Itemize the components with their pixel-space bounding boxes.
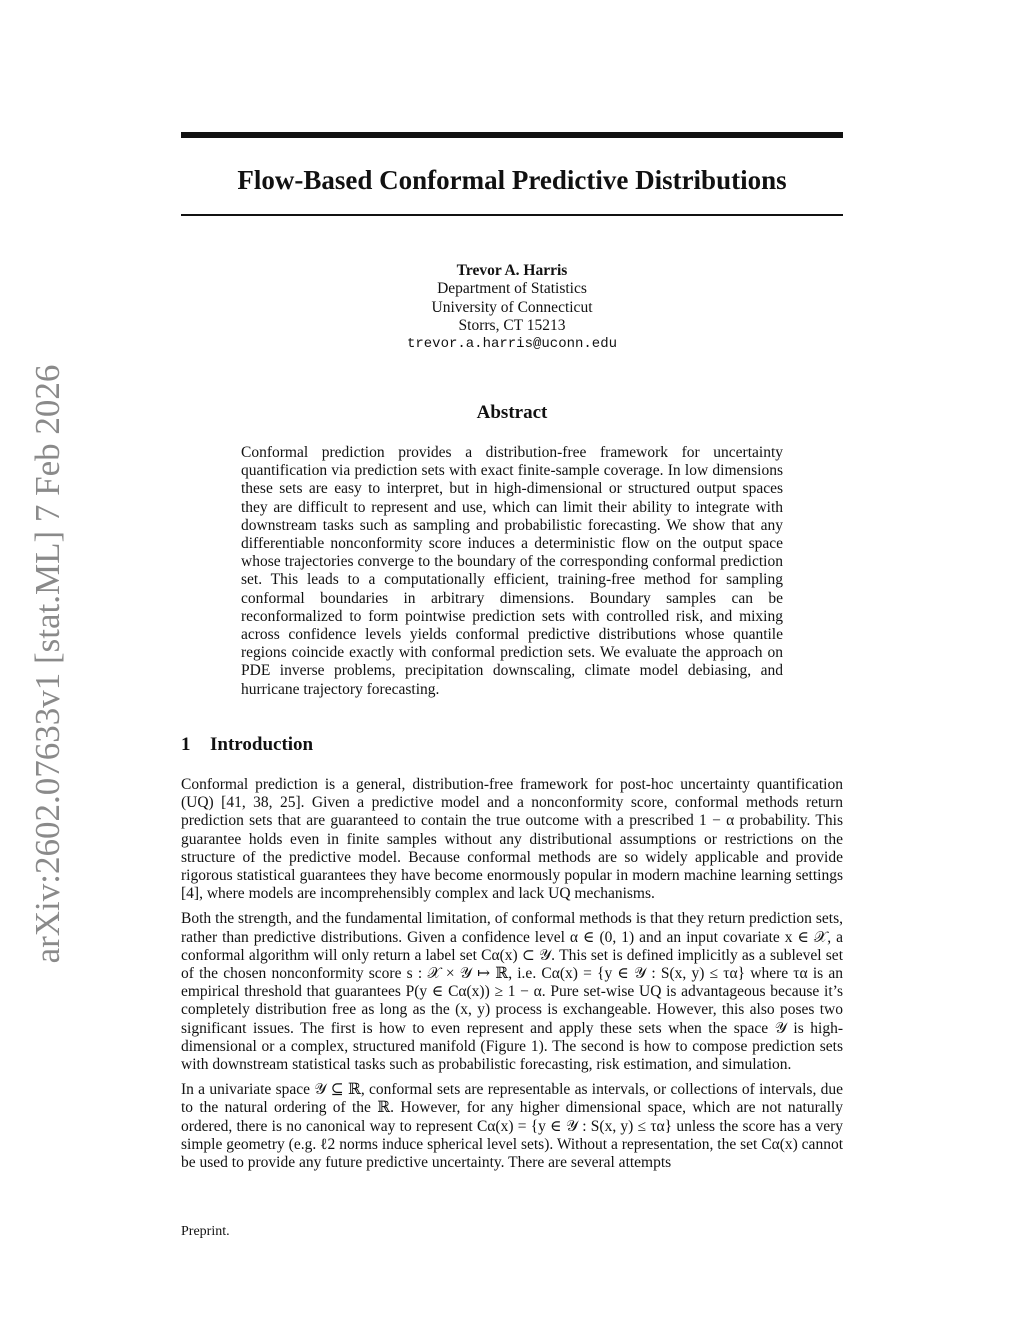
title-rule-bottom — [181, 214, 843, 216]
author-location: Storrs, CT 15213 — [458, 316, 566, 334]
section-body — [181, 776, 843, 1179]
section-number: 1 — [181, 734, 191, 755]
paper-title: Flow-Based Conformal Predictive Distributions — [237, 165, 787, 195]
author-name: Trevor A. Harris — [456, 262, 568, 279]
paragraph: Conformal prediction is a general, distribution-free framework for post-hoc uncertainty quantification (UQ) [41, 38, 25]. Given a predictive model and a nonconformity score, conformal methods return prediction sets that are guaranteed to contain the true outcome with a prescribed 1 − α probability. This guarantee holds even in finite samples without any distributional assumptions or restrictions on the structure of the predictive model. Because conformal methods are so widely applicable and provide rigorous statistical guarantees they have become enormously popular in modern machine learning settings [4], where models are incomprehensibly complex and lack UQ mechanisms. — [181, 776, 843, 903]
footer-note: Preprint. — [181, 1224, 230, 1239]
title-rule-top — [181, 132, 843, 138]
abstract-heading: Abstract — [476, 402, 548, 423]
author-block — [181, 262, 843, 353]
author-university: University of Connecticut — [431, 298, 593, 316]
paragraph: In a univariate space 𝒴 ⊆ ℝ, conformal sets are representable as intervals, or collections of intervals, due to the natural ordering of the ℝ. However, for any higher dimensional space, which are not naturally ordered, there is no canonical way to represent Cα(x) = {y ∈ 𝒴 : S(x, y) ≤ τα} unless the score has a very simple geometry (e.g. ℓ2 norms induce spherical level sets). Without a representation, the set Cα(x) cannot be used to provide any future predictive uncertainty. There are several attempts — [181, 1081, 843, 1172]
section-title: Introduction — [210, 734, 314, 755]
abstract-text: Conformal prediction provides a distribution-free framework for uncertainty quantification via prediction sets with exact finite-sample coverage. In low dimensions these sets are easy to interpret, but in high-dimensional or structured output spaces they are difficult to represent and use, which can limit their ability to integrate with downstream tasks such as sampling and probabilistic forecasting. We show that any differentiable nonconformity score induces a deterministic flow on the output space whose trajectories converge to the boundary of the corresponding conformal prediction set. This leads to a computationally efficient, training-free method for sampling conformal boundaries in arbitrary dimensions. Boundary samples can be reconformalized to form pointwise prediction sets with controlled risk, and mixing across confidence levels yields conformal predictive distributions whose quantile regions coincide exactly with conformal prediction sets. We evaluate the approach on PDE inverse problems, precipitation downscaling, climate model debiasing, and hurricane trajectory forecasting. — [241, 444, 783, 698]
section-heading — [181, 734, 313, 756]
paragraph: Both the strength, and the fundamental limitation, of conformal methods is that they return prediction sets, rather than predictive distributions. Given a confidence level α ∈ (0, 1) and an input covariate x ∈ 𝒳, a conformal algorithm will only return a label set Cα(x) ⊂ 𝒴. This set is defined implicitly as a sublevel set of the chosen nonconformity score s : 𝒳 × 𝒴 ↦ ℝ, i.e. Cα(x) = {y ∈ 𝒴 : S(x, y) ≤ τα} where τα is an empirical threshold that guarantees P(y ∈ Cα(x)) ≥ 1 − α. Pure set-wise UQ is advantageous because it’s completely distribution free as long as the (x, y) process is exchangeable. However, this also poses two significant issues. The first is how to even represent and apply these sets when the space 𝒴 is high-dimensional or a complex, structured manifold (Figure 1). The second is how to compose prediction sets with downstream statistical tasks such as probabilistic forecasting, risk estimation, and simulation. — [181, 910, 843, 1074]
author-department: Department of Statistics — [437, 280, 587, 298]
arxiv-identifier[interactable]: arXiv:2602.07633v1 [stat.ML] 7 Feb 2026 — [28, 364, 67, 964]
author-email[interactable]: trevor.a.harris@uconn.edu — [406, 336, 618, 353]
